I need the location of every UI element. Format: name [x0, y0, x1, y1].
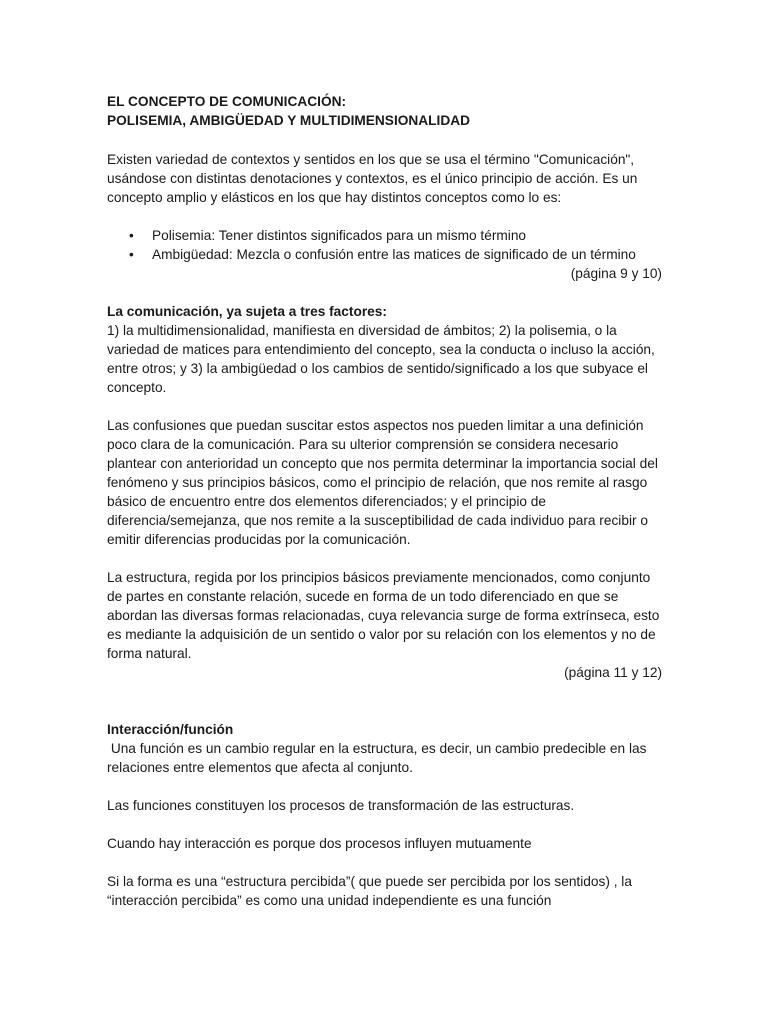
page-title: EL CONCEPTO DE COMUNICACIÓN: [107, 94, 347, 109]
forma-paragraph: Si la forma es una “estructura percibida”( que puede ser percibida por los sentidos) , la “interacción percibida” es como una unidad independiente es una función [107, 874, 632, 908]
bullet-marker: • [129, 247, 134, 262]
title-block [107, 92, 668, 130]
interaccion-paragraph: Cuando hay interacción es porque dos procesos influyen mutuamente [107, 836, 532, 851]
funcion-paragraph: Una función es un cambio regular en la estructura, es decir, un cambio predecible en las relaciones entre elementos que afecta al conjunto. [107, 741, 651, 775]
confusiones-paragraph: Las confusiones que puedan suscitar estos aspectos nos pueden limitar a una definición poco clara de la comunicación. Para su ulterior comprensión se considera necesario plantear con anterioridad un concepto que nos permita determinar la importancia social del fenómeno y sus principios básicos, como el principio de relación, que nos remite al rasgo básico de encuentro entre dos elementos diferenciados; y el principio de diferencia/semejanza, que nos remite a la susceptibilidad de cada individuo para recibir o emitir diferencias producidas por la comunicación. [107, 418, 658, 547]
factors-paragraph: 1) la multidimensionalidad, manifiesta en diversidad de ámbitos; 2) la polisemia, o la variedad de matices para entendimiento del concepto, sea la conducta o incluso la acción, entre otros; y 3) la ambigüedad o los cambios de sentido/significado a los que subyace el concepto. [107, 323, 655, 395]
funciones-paragraph: Las funciones constituyen los procesos de transformación de las estructuras. [107, 798, 575, 813]
page-subtitle: POLISEMIA, AMBIGÜEDAD Y MULTIDIMENSIONALIDAD [107, 113, 470, 128]
list-item [107, 245, 668, 264]
page-reference-2: (página 11 y 12) [564, 665, 662, 680]
intro-paragraph: Existen variedad de contextos y sentidos en los que se usa el término "Comunicación", usándose con distintas denotaciones y contextos, es el único principio de acción. Es un concepto amplio y elásticos en los que hay distintos conceptos como lo es: [107, 152, 638, 205]
list-item [107, 226, 668, 245]
page-reference-1: (página 9 y 10) [570, 266, 662, 281]
bullet-marker: • [129, 228, 134, 243]
list-item-text: Polisemia: Tener distintos significados para un mismo término [152, 228, 527, 243]
factors-heading: La comunicación, ya sujeta a tres factores: [107, 304, 387, 319]
interaccion-heading: Interacción/función [107, 722, 234, 737]
estructura-paragraph: La estructura, regida por los principios básicos previamente mencionados, como conjunto de partes en constante relación, sucede en forma de un todo diferenciado en que se abordan las diversas formas relacionadas, cuya relevancia surge de forma extrínseca, esto es mediante la adquisición de un sentido o valor por su relación con los elementos y no de forma natural. [107, 570, 660, 661]
section-spacer [107, 682, 668, 720]
list-item-text: Ambigüedad: Mezcla o confusión entre las matices de significado de un término [152, 247, 636, 262]
bullet-list [107, 226, 668, 264]
